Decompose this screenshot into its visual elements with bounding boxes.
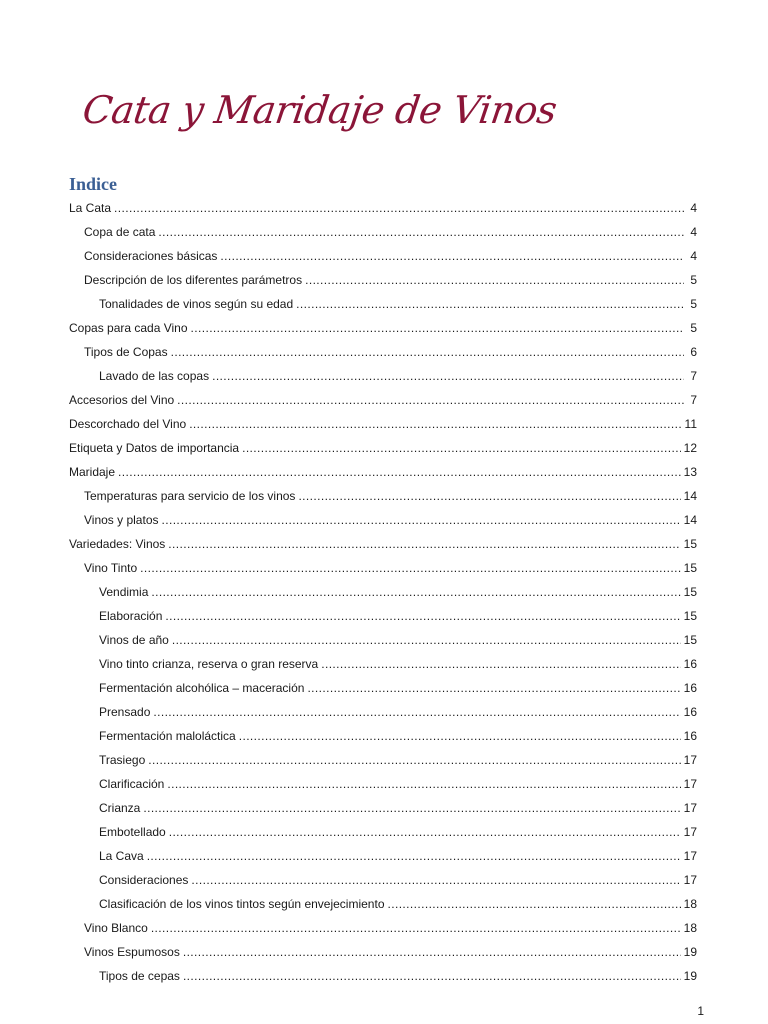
toc-entry-page: 17: [683, 777, 697, 791]
toc-entry-page: 15: [683, 585, 697, 599]
toc-entry-page: 11: [684, 417, 697, 431]
toc-dot-leader: [183, 968, 681, 984]
toc-entry-label: Vino Tinto: [84, 561, 138, 575]
toc-dot-leader: [321, 656, 680, 672]
toc-dot-leader: [307, 680, 680, 696]
toc-entry[interactable]: [69, 216, 697, 240]
toc-entry-label: Elaboración: [99, 609, 163, 623]
toc-entry[interactable]: [69, 264, 697, 288]
toc-dot-leader: [388, 896, 681, 912]
toc-entry-page: 5: [690, 321, 697, 335]
toc-dot-leader: [191, 872, 680, 888]
toc-entry-page: 12: [683, 441, 697, 455]
toc-entry-label: Embotellado: [99, 825, 166, 839]
toc-entry-page: 4: [690, 249, 697, 263]
toc-entry[interactable]: [69, 792, 697, 816]
toc-entry-page: 19: [683, 945, 697, 959]
toc-entry-label: Temperaturas para servicio de los vinos: [84, 489, 296, 503]
toc-entry-page: 15: [683, 609, 697, 623]
toc-entry[interactable]: [69, 504, 697, 528]
toc-entry-label: Lavado de las copas: [99, 369, 210, 383]
toc-entry-label: Vinos Espumosos: [84, 945, 180, 959]
document-title: Cata y Maridaje de Vinos: [80, 88, 560, 132]
toc-dot-leader: [212, 368, 684, 384]
toc-entry-label: Clasificación de los vinos tintos según envejecimiento: [99, 897, 385, 911]
toc-entry[interactable]: [69, 288, 697, 312]
toc-entry-page: 6: [690, 345, 697, 359]
toc-dot-leader: [172, 632, 681, 648]
toc-entry[interactable]: [69, 648, 697, 672]
toc-entry[interactable]: [69, 840, 697, 864]
table-of-contents: [69, 192, 697, 984]
page-number: 1: [697, 1004, 704, 1018]
toc-entry-page: 15: [683, 633, 697, 647]
toc-entry-label: Tipos de Copas: [84, 345, 168, 359]
toc-entry-page: 17: [683, 849, 697, 863]
toc-dot-leader: [305, 272, 684, 288]
toc-entry-page: 15: [683, 537, 697, 551]
toc-entry-page: 18: [683, 897, 697, 911]
toc-entry-label: Copas para cada Vino: [69, 321, 188, 335]
toc-dot-leader: [298, 488, 680, 504]
toc-entry[interactable]: [69, 696, 697, 720]
toc-entry-page: 16: [683, 681, 697, 695]
toc-dot-leader: [148, 752, 680, 768]
toc-entry-page: 16: [683, 657, 697, 671]
toc-entry-label: Descorchado del Vino: [69, 417, 187, 431]
toc-entry[interactable]: [69, 936, 697, 960]
toc-dot-leader: [151, 584, 680, 600]
toc-entry-label: Vinos y platos: [84, 513, 159, 527]
toc-dot-leader: [177, 392, 684, 408]
toc-dot-leader: [296, 296, 684, 312]
toc-dot-leader: [220, 248, 684, 264]
toc-entry-page: 17: [683, 753, 697, 767]
toc-dot-leader: [147, 848, 681, 864]
toc-entry[interactable]: [69, 456, 697, 480]
toc-entry-page: 14: [683, 513, 697, 527]
toc-entry-page: 17: [683, 825, 697, 839]
toc-entry[interactable]: [69, 744, 697, 768]
toc-dot-leader: [169, 824, 681, 840]
toc-entry[interactable]: [69, 888, 697, 912]
toc-entry[interactable]: [69, 552, 697, 576]
toc-entry-page: 17: [683, 873, 697, 887]
toc-entry[interactable]: [69, 408, 697, 432]
toc-dot-leader: [171, 344, 684, 360]
toc-dot-leader: [158, 224, 684, 240]
toc-dot-leader: [165, 608, 680, 624]
toc-entry-label: Etiqueta y Datos de importancia: [69, 441, 240, 455]
toc-entry[interactable]: [69, 192, 697, 216]
toc-entry-label: Fermentación maloláctica: [99, 729, 236, 743]
toc-entry[interactable]: [69, 432, 697, 456]
toc-dot-leader: [183, 944, 681, 960]
toc-entry[interactable]: [69, 624, 697, 648]
toc-entry-label: Clarificación: [99, 777, 165, 791]
toc-entry[interactable]: [69, 528, 697, 552]
toc-dot-leader: [191, 320, 684, 336]
toc-entry-label: Vinos de año: [99, 633, 169, 647]
toc-entry[interactable]: [69, 312, 697, 336]
toc-entry-label: Trasiego: [99, 753, 146, 767]
toc-entry-page: 19: [683, 969, 697, 983]
toc-entry-page: 16: [683, 729, 697, 743]
toc-entry[interactable]: [69, 240, 697, 264]
toc-entry-page: 7: [690, 369, 697, 383]
toc-entry-page: 16: [683, 705, 697, 719]
toc-dot-leader: [140, 560, 680, 576]
toc-entry-label: Vendimia: [99, 585, 149, 599]
toc-entry-label: La Cava: [99, 849, 144, 863]
toc-entry[interactable]: [69, 576, 697, 600]
toc-entry-label: Tipos de cepas: [99, 969, 180, 983]
toc-dot-leader: [162, 512, 681, 528]
toc-entry[interactable]: [69, 480, 697, 504]
toc-entry-label: Vino Blanco: [84, 921, 148, 935]
toc-entry-page: 18: [683, 921, 697, 935]
toc-entry[interactable]: [69, 720, 697, 744]
toc-entry-page: 17: [683, 801, 697, 815]
toc-entry-label: Vino tinto crianza, reserva o gran reserva: [99, 657, 319, 671]
toc-entry[interactable]: [69, 912, 697, 936]
toc-entry-page: 5: [690, 273, 697, 287]
toc-dot-leader: [143, 800, 680, 816]
toc-entry-page: 7: [690, 393, 697, 407]
toc-dot-leader: [189, 416, 681, 432]
toc-entry[interactable]: [69, 384, 697, 408]
toc-dot-leader: [239, 728, 681, 744]
toc-entry-label: Variedades: Vinos: [69, 537, 166, 551]
toc-entry-label: Maridaje: [69, 465, 116, 479]
toc-entry-page: 15: [683, 561, 697, 575]
toc-dot-leader: [118, 464, 681, 480]
toc-entry-label: Crianza: [99, 801, 141, 815]
toc-entry-label: Prensado: [99, 705, 151, 719]
toc-entry-label: Tonalidades de vinos según su edad: [99, 297, 294, 311]
toc-dot-leader: [168, 536, 680, 552]
toc-entry-label: La Cata: [69, 201, 112, 215]
toc-entry-label: Copa de cata: [84, 225, 156, 239]
toc-entry-page: 4: [690, 225, 697, 239]
toc-dot-leader: [242, 440, 681, 456]
toc-heading: Indice: [69, 174, 118, 194]
toc-entry-page: 14: [683, 489, 697, 503]
toc-entry-page: 13: [683, 465, 697, 479]
toc-entry-label: Accesorios del Vino: [69, 393, 175, 407]
toc-entry[interactable]: [69, 360, 697, 384]
toc-dot-leader: [167, 776, 680, 792]
toc-dot-leader: [151, 920, 681, 936]
toc-dot-leader: [114, 200, 684, 216]
toc-entry-page: 4: [690, 201, 697, 215]
toc-entry[interactable]: [69, 960, 697, 984]
toc-entry[interactable]: [69, 600, 697, 624]
toc-entry-label: Consideraciones básicas: [84, 249, 218, 263]
toc-entry[interactable]: [69, 864, 697, 888]
toc-entry-label: Fermentación alcohólica – maceración: [99, 681, 305, 695]
toc-entry[interactable]: [69, 816, 697, 840]
toc-entry[interactable]: [69, 768, 697, 792]
toc-entry-label: Descripción de los diferentes parámetros: [84, 273, 303, 287]
toc-entry-page: 5: [690, 297, 697, 311]
toc-entry[interactable]: [69, 672, 697, 696]
toc-entry[interactable]: [69, 336, 697, 360]
toc-dot-leader: [153, 704, 680, 720]
toc-entry-label: Consideraciones: [99, 873, 189, 887]
